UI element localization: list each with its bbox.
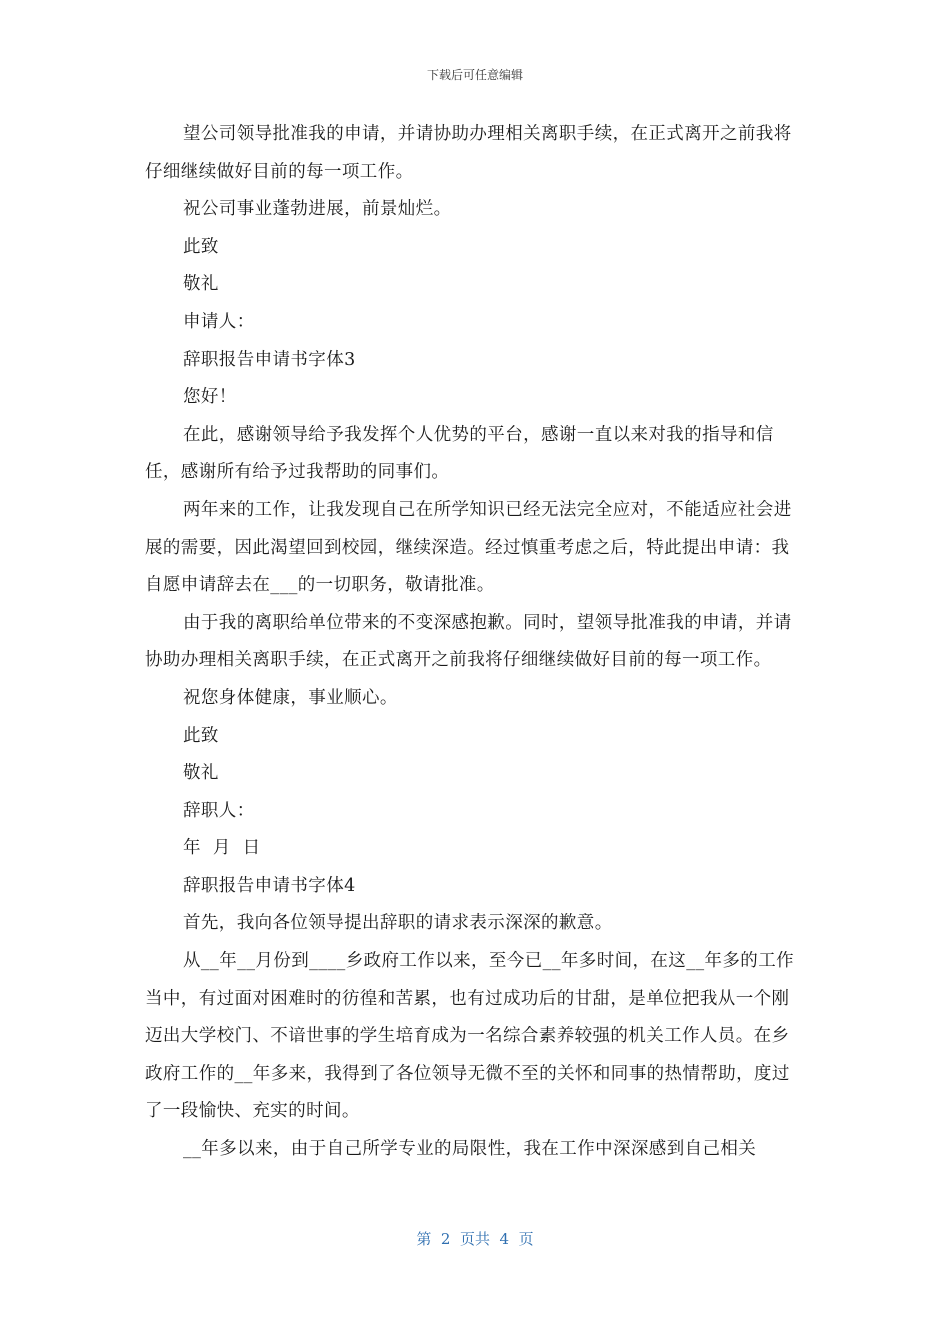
paragraph: 祝公司事业蓬勃进展，前景灿烂。 xyxy=(183,199,452,220)
paragraph: __年多以来，由于自己所学专业的局限性，我在工作中深深感到自己相关 xyxy=(183,1139,757,1160)
paragraph: 申请人： xyxy=(183,311,255,332)
section-title: 辞职报告申请书字体4 xyxy=(183,875,356,896)
paragraph: 在此，感谢领导给予我发挥个人优势的平台，感谢一直以来对我的指导和信任，感谢所有给予过我帮助的同事们。 xyxy=(145,424,774,483)
paragraph: 此致 xyxy=(183,725,219,746)
paragraph: 辞职人： xyxy=(183,800,255,821)
paragraph: 此致 xyxy=(183,236,219,257)
paragraph: 首先，我向各位领导提出辞职的请求表示深深的歉意。 xyxy=(183,913,613,934)
document-body xyxy=(145,116,800,1169)
paragraph: 由于我的离职给单位带来的不变深感抱歉。同时，望领导批准我的申请，并请协助办理相关离职手续，在正式离开之前我将仔细继续做好目前的每一项工作。 xyxy=(145,612,792,671)
page-header: 下载后可任意编辑 xyxy=(426,68,523,82)
paragraph: 敬礼 xyxy=(183,274,219,295)
page-footer: 第 2 页共 4 页 xyxy=(416,1230,534,1248)
paragraph: 年 月 日 xyxy=(183,838,261,859)
paragraph: 从__年__月份到____乡政府工作以来，至今已__年多时间，在这__年多的工作当中，有过面对困难时的彷徨和苦累，也有过成功后的甘甜，是单位把我从一个刚迈出大学校门、不谙世事的学生培育成为一名综合素养较强的机关工作人员。在乡政府工作的__年多来，我得到了各位领导无微不至的关怀和同事的热情帮助，度过了一段愉快、充实的时间。 xyxy=(145,951,794,1122)
paragraph: 祝您身体健康，事业顺心。 xyxy=(183,687,398,708)
paragraph: 望公司领导批准我的申请，并请协助办理相关离职手续，在正式离开之前我将仔细继续做好目前的每一项工作。 xyxy=(145,124,792,182)
paragraph: 您好！ xyxy=(183,387,237,408)
section-title: 辞职报告申请书字体3 xyxy=(183,349,356,370)
paragraph: 两年来的工作，让我发现自己在所学知识已经无法完全应对，不能适应社会进展的需要，因此渴望回到校园，继续深造。经过慎重考虑之后，特此提出申请：我自愿申请辞去在___的一切职务，敬请批准。 xyxy=(145,499,792,596)
paragraph: 敬礼 xyxy=(183,763,219,784)
